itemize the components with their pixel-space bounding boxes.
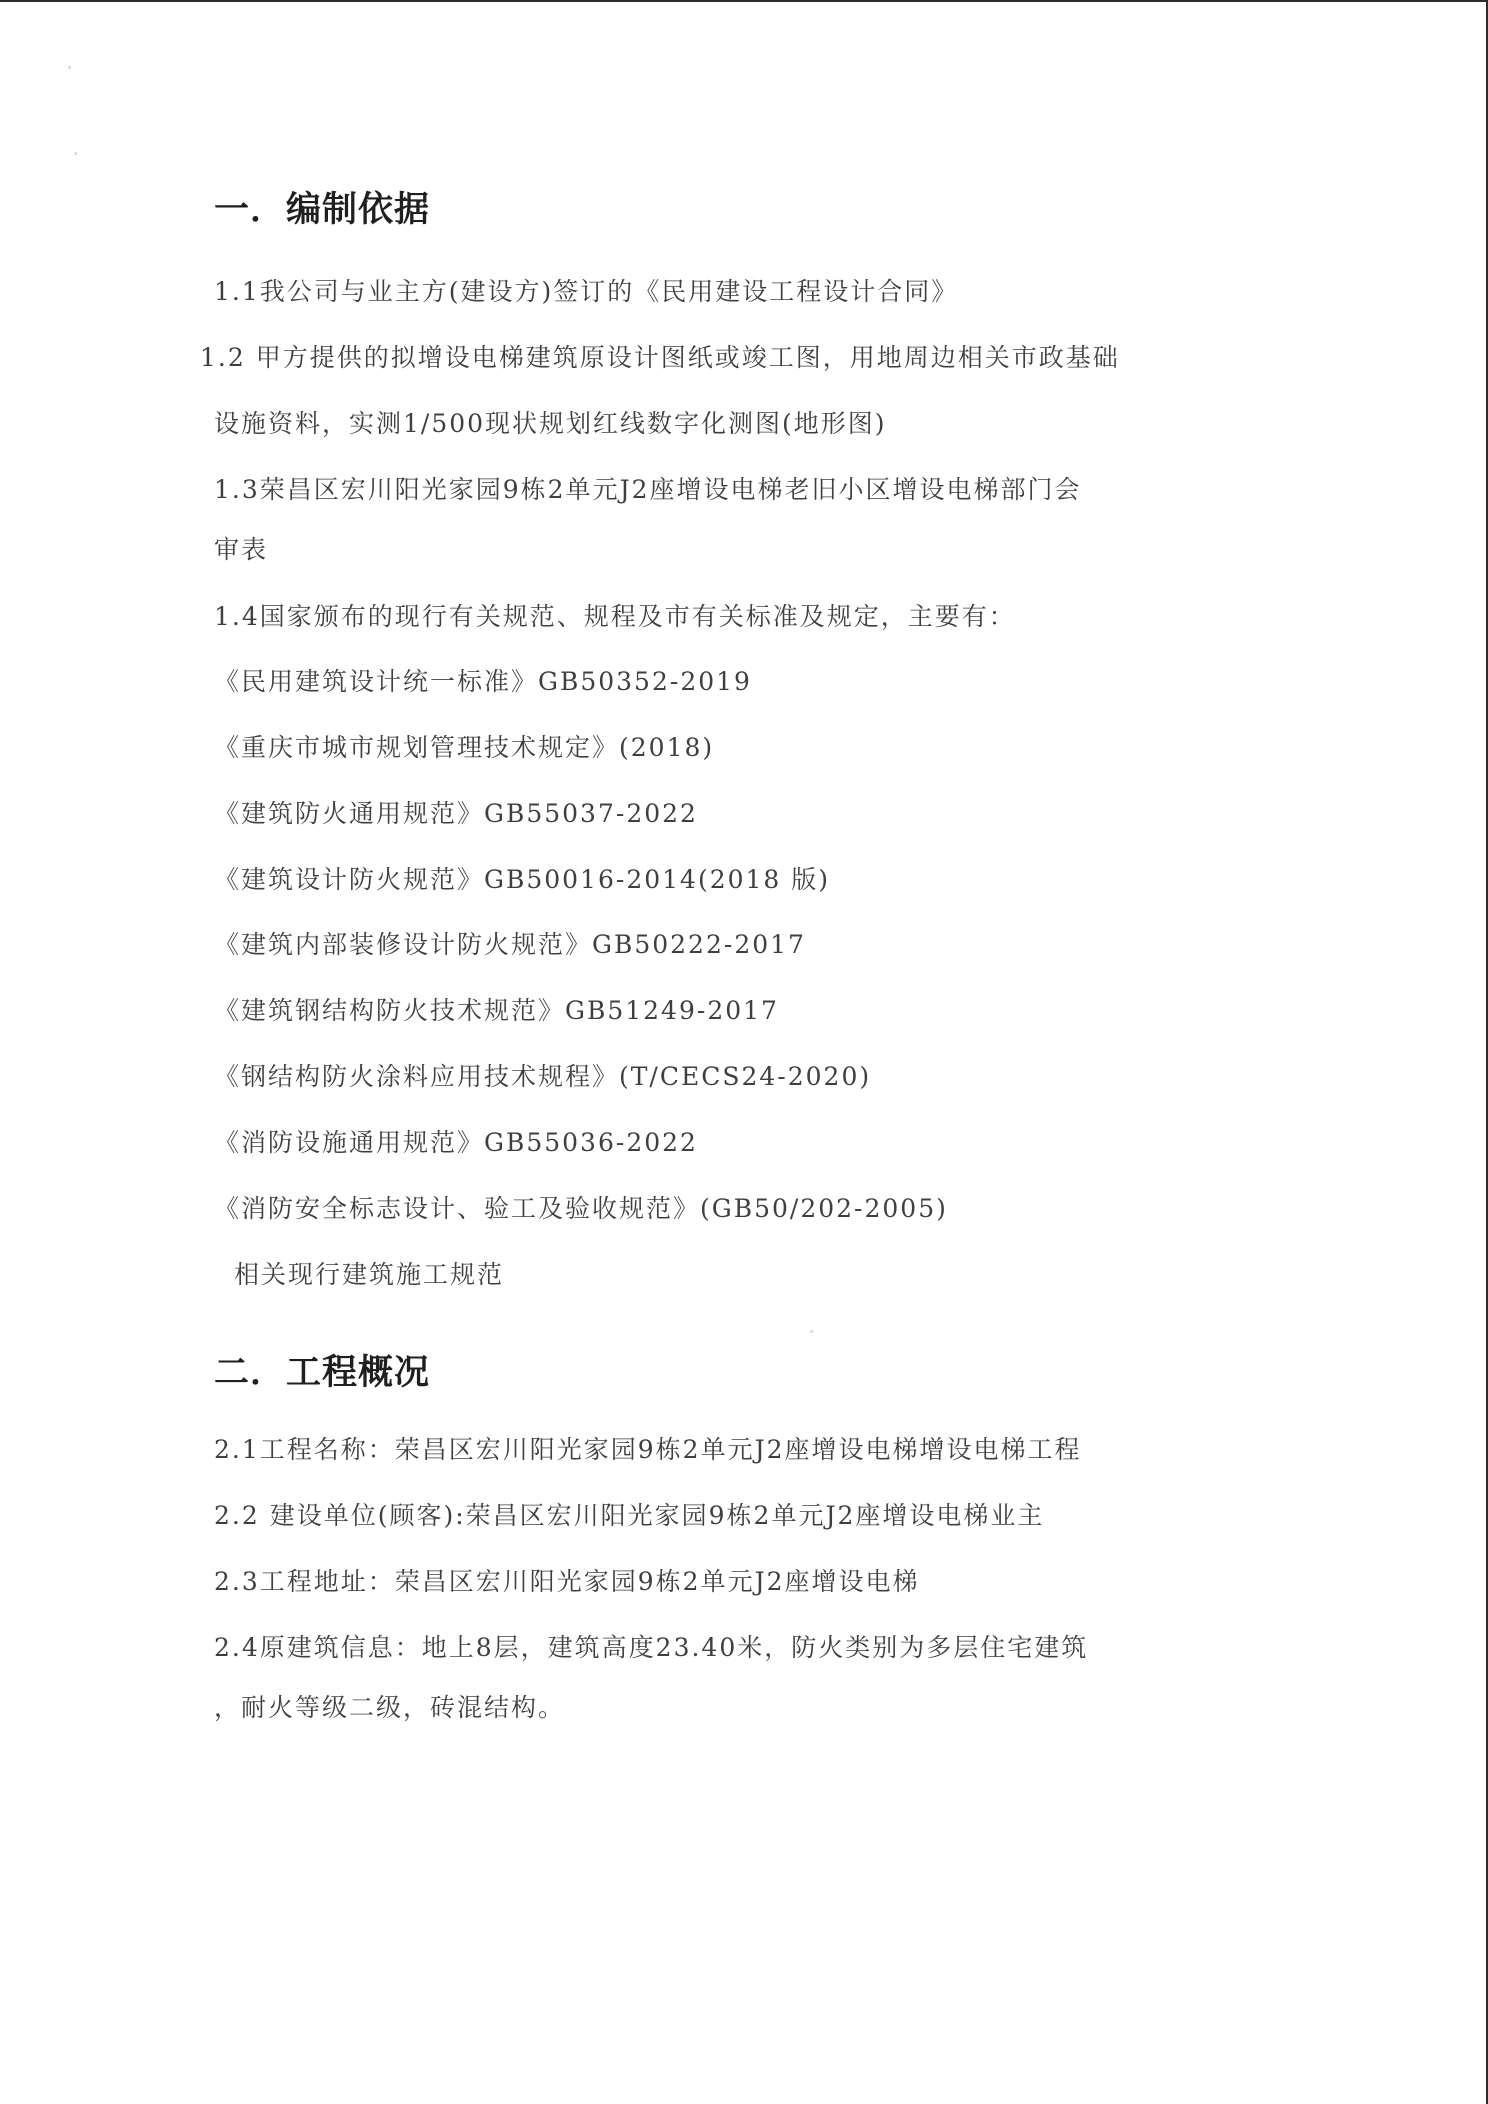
section-heading-overview: 二．工程概况 (214, 1353, 431, 1393)
body-line: 1.3荣昌区宏川阳光家园9栋2单元J2座增设电梯老旧小区增设电梯部门会 (214, 475, 1082, 504)
body-line: 2.3工程地址：荣昌区宏川阳光家园9栋2单元J2座增设电梯 (214, 1567, 920, 1596)
body-line: 审表 (214, 535, 269, 564)
standard-item: 《建筑设计防火规范》GB50016-2014(2018 版) (214, 865, 831, 894)
body-line: 2.2 建设单位(顾客):荣昌区宏川阳光家园9栋2单元J2座增设电梯业主 (214, 1501, 1045, 1530)
page-edge-top (0, 0, 1488, 2)
body-line: 1.2 甲方提供的拟增设电梯建筑原设计图纸或竣工图，用地周边相关市政基础 (200, 343, 1120, 372)
standard-item: 《民用建筑设计统一标准》GB50352-2019 (214, 667, 752, 696)
standard-item: 《建筑内部装修设计防火规范》GB50222-2017 (214, 930, 806, 959)
standard-item: 相关现行建筑施工规范 (234, 1260, 505, 1289)
standard-item: 《钢结构防火涂料应用技术规程》(T/CECS24-2020) (214, 1062, 872, 1091)
standard-item: 《建筑钢结构防火技术规范》GB51249-2017 (214, 996, 779, 1025)
scan-speck (68, 66, 71, 69)
scan-speck (74, 152, 77, 155)
scan-speck (810, 1330, 813, 1333)
body-line: 1.4国家颁布的现行有关规范、规程及市有关标准及规定，主要有： (214, 602, 1016, 631)
body-line: ，耐火等级二级，砖混结构。 (214, 1693, 566, 1722)
standard-item: 《消防设施通用规范》GB55036-2022 (214, 1128, 698, 1157)
body-line: 1.1我公司与业主方(建设方)签订的《民用建设工程设计合同》 (214, 277, 959, 306)
section-heading-basis: 一．编制依据 (214, 190, 431, 230)
body-line: 2.1工程名称：荣昌区宏川阳光家园9栋2单元J2座增设电梯增设电梯工程 (214, 1435, 1082, 1464)
standard-item: 《重庆市城市规划管理技术规定》(2018) (214, 733, 715, 762)
body-line: 设施资料，实测1/500现状规划红线数字化测图(地形图) (214, 409, 887, 438)
standard-item: 《建筑防火通用规范》GB55037-2022 (214, 799, 698, 828)
body-line: 2.4原建筑信息：地上8层，建筑高度23.40米，防火类别为多层住宅建筑 (214, 1633, 1089, 1662)
standard-item: 《消防安全标志设计、验工及验收规范》(GB50/202-2005) (214, 1194, 948, 1223)
